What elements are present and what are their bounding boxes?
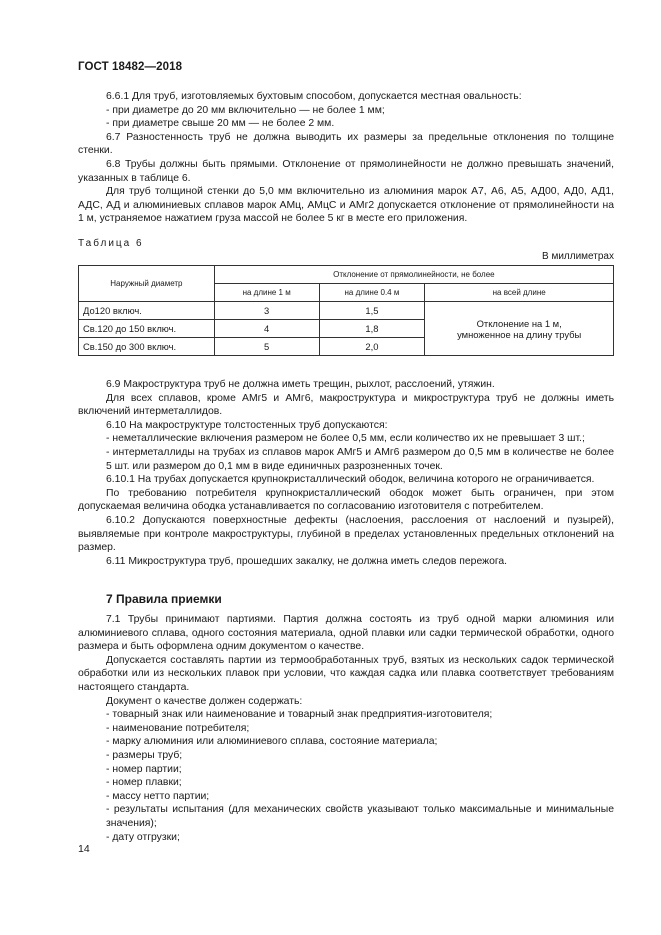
list-item: - неметаллические включения размером не более 0,5 мм, если количество их не превышает 3 шт.; — [106, 433, 585, 445]
subheader-per-1m: на длине 1 м — [214, 284, 319, 302]
paragraph-6-10: 6.10 На макроструктуре толстостенных труб допускаются: — [106, 419, 388, 431]
cell-diameter: Св.150 до 300 включ. — [79, 338, 215, 356]
text-block-1 — [78, 90, 614, 226]
list-item: - результаты испытания (для механических свойств указывают только максимальные и минимальные значения); — [106, 804, 614, 829]
cell-value-1m: 4 — [214, 320, 319, 338]
paragraph-6-6-1: 6.6.1 Для труб, изготовляемых бухтовым способом, допускается местная овальность: — [106, 91, 522, 102]
list-item: - интерметаллиды на трубах из сплавов марок АМг5 и АМг6 размером до 0,5 мм в количестве не более 5 шт. или размером до 0,1 мм в виде единичных разрозненных точек. — [106, 446, 614, 472]
cell-value-1m: 5 — [214, 338, 319, 356]
cell-diameter: Св.120 до 150 включ. — [79, 320, 215, 338]
page-number: 14 — [78, 843, 90, 855]
list-item: - при диаметре свыше 20 мм — не более 2 мм. — [106, 118, 335, 130]
merged-note-line-1: Отклонение на 1 м, — [476, 317, 562, 329]
subheader-per-0-4m: на длине 0.4 м — [319, 284, 425, 302]
subheader-full-length: на всей длине — [425, 284, 614, 302]
list-item: - размеры труб; — [106, 749, 183, 761]
paragraph-6-9: 6.9 Макроструктура труб не должна иметь трещин, рыхлот, расслоений, утяжин. — [106, 379, 495, 390]
list-item: - массу нетто партии; — [106, 790, 210, 802]
cell-diameter: До120 включ. — [79, 302, 215, 320]
paragraph-6-7: 6.7 Разностенность труб не должна выводить их размеры за предельные отклонения по толщине стенки. — [78, 131, 614, 157]
cell-value-0-4m: 1,8 — [319, 320, 425, 338]
list-item: - номер партии; — [106, 763, 182, 775]
list-item: - марку алюминия или алюминиевого сплава, состояние материала; — [106, 736, 438, 748]
table-6 — [78, 265, 614, 356]
table-caption: Таблица 6 — [78, 238, 144, 249]
paragraph: Документ о качестве должен содержать: — [106, 695, 303, 707]
cell-value-0-4m: 1,5 — [319, 302, 425, 320]
table-row — [79, 302, 614, 320]
paragraph: Для труб толщиной стенки до 5,0 мм включительно из алюминия марок А7, А6, А5, АД00, АД0, АД1, АДС, АД и алюминиевых сплавов марок АМц, АМцС и АМг2 допускается отклонение от прямолинейности на 1 м, устраняемое нажатием груза массой не более 5 кг в месте его приложения. — [78, 186, 614, 225]
table-unit-note: В миллиметрах — [542, 251, 614, 262]
section-heading-7: 7 Правила приемки — [106, 592, 222, 606]
text-block-2 — [78, 378, 614, 568]
paragraph: По требованию потребителя крупнокристаллический ободок может быть ограничен, при этом допускаемая величина ободка устанавливается по согласованию изготовителя с потребителем. — [78, 487, 614, 513]
list-item: - номер плавки; — [106, 777, 182, 789]
paragraph-6-11: 6.11 Микроструктура труб, прошедших закалку, не должна иметь следов пережога. — [106, 555, 508, 567]
paragraph-6-10-1: 6.10.1 На трубах допускается крупнокристаллический ободок, величина которого не ограничивается. — [106, 474, 595, 486]
paragraph: Для всех сплавов, кроме АМг5 и АМг6, макроструктура и микроструктура труб не должны иметь включений интерметаллидов. — [78, 392, 614, 418]
cell-full-length-merged — [425, 302, 614, 356]
paragraph-6-8: 6.8 Трубы должны быть прямыми. Отклонение от прямолинейности не должно превышать значений, указанных в таблице 6. — [78, 158, 614, 184]
header-straightness-group: Отклонение от прямолинейности, не более — [214, 266, 613, 284]
list-item: - при диаметре до 20 мм включительно — не более 1 мм; — [106, 104, 385, 116]
paragraph: Допускается составлять партии из термообработанных труб, взятых из нескольких садок термической обработки или из нескольких плавок при условии, что каждая садка или плавка соответствует требованиям настоящего стандарта. — [78, 654, 614, 693]
paragraph-6-10-2: 6.10.2 Допускаются поверхностные дефекты (наслоения, расслоения от наслоений и пузырей), выявляемые при контроле макроструктуры, глубиной в пределах установленных предельных отклонений на размер. — [78, 514, 614, 554]
paragraph-7-1: 7.1 Трубы принимают партиями. Партия должна состоять из труб одной марки алюминия или алюминиевого сплава, одного состояния материала, одной плавки или садки термической обработки, одного размера и быть оформлена одним документом о качестве. — [78, 614, 614, 653]
list-item: - дату отгрузки; — [106, 831, 180, 843]
cell-value-1m: 3 — [214, 302, 319, 320]
merged-note-line-2: умноженное на длину трубы — [457, 328, 582, 340]
header-outer-diameter: Наружный диаметр — [79, 266, 215, 302]
list-item: - наименование потребителя; — [106, 722, 250, 734]
text-block-3 — [78, 613, 614, 844]
document-code-header: ГОСТ 18482—2018 — [78, 61, 183, 73]
cell-value-0-4m: 2,0 — [319, 338, 425, 356]
list-item: - товарный знак или наименование и товарный знак предприятия-изготовителя; — [106, 709, 493, 721]
